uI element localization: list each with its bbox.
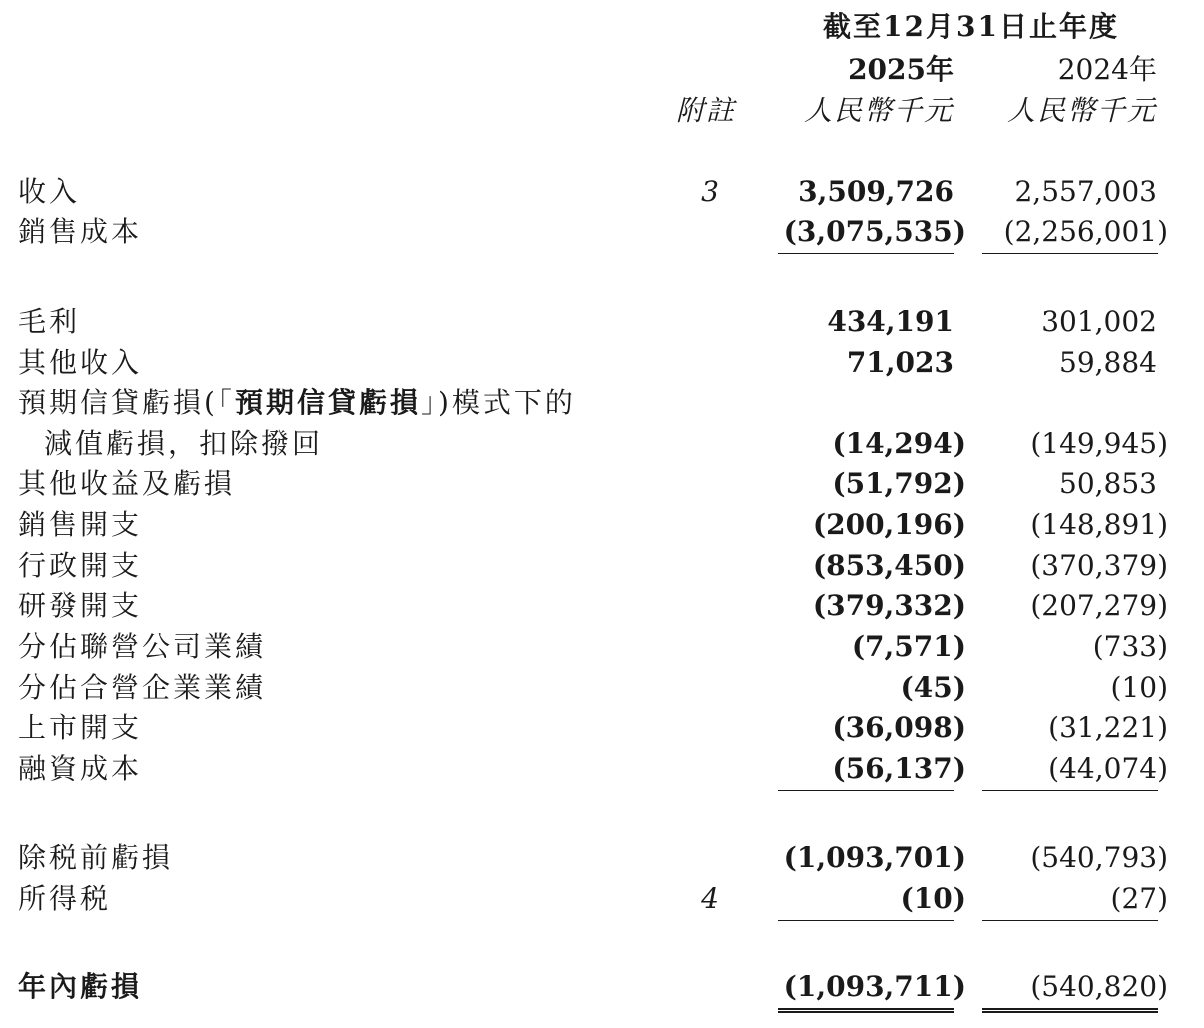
row-label-rnd-expenses: 研發開支: [18, 589, 143, 622]
row-current-rnd-expenses: (379,332): [812, 589, 966, 622]
row-current-other-gains: (51,792): [832, 467, 966, 500]
ecl-label-part1: 預期信貸虧損(「: [18, 386, 235, 419]
row-prior-other-income: 59,884: [1059, 346, 1157, 379]
row-label-ecl-line1: [18, 386, 576, 420]
row-current-share-associates: (7,571): [851, 630, 966, 663]
row-label-gross-profit: 毛利: [18, 305, 81, 338]
row-current-other-income: 71,023: [846, 346, 954, 379]
row-label-revenue: 收入: [18, 175, 81, 208]
row-prior-loss-before-tax: (540,793): [1030, 841, 1168, 874]
period-header: 截至12月31日止年度: [823, 10, 1119, 43]
row-prior-cost-of-sales: (2,256,001): [1003, 215, 1168, 248]
subtotal-rule-prior: [982, 920, 1158, 921]
year-prior-header: 2024年: [1057, 53, 1157, 86]
row-prior-finance-costs: (44,074): [1048, 752, 1168, 785]
row-prior-revenue: 2,557,003: [1014, 175, 1157, 208]
row-label-income-tax: 所得税: [18, 882, 112, 915]
row-label-other-gains: 其他收益及虧損: [18, 467, 236, 500]
row-current-finance-costs: (56,137): [832, 752, 966, 785]
total-double-rule-prior: [982, 1008, 1158, 1013]
row-label-finance-costs: 融資成本: [18, 752, 143, 785]
year-current-header: 2025年: [848, 53, 954, 86]
total-double-rule-current: [778, 1008, 954, 1013]
row-current-gross-profit: 434,191: [827, 305, 954, 338]
row-prior-admin-expenses: (370,379): [1030, 549, 1168, 582]
row-current-revenue: 3,509,726: [798, 175, 954, 208]
subtotal-rule-current: [778, 253, 954, 254]
note-column-header: 附註: [676, 94, 737, 127]
row-current-loss-for-year: (1,093,711): [783, 970, 966, 1003]
subtotal-rule-prior: [982, 253, 1158, 254]
row-prior-ecl: (149,945): [1030, 427, 1168, 460]
row-label-admin-expenses: 行政開支: [18, 549, 143, 582]
row-label-share-associates: 分佔聯營公司業績: [18, 630, 267, 663]
row-label-selling-expenses: 銷售開支: [18, 508, 143, 541]
row-current-income-tax: (10): [900, 882, 966, 915]
row-prior-share-associates: (733): [1092, 630, 1168, 663]
row-prior-selling-expenses: (148,891): [1030, 508, 1168, 541]
row-prior-other-gains: 50,853: [1059, 467, 1157, 500]
row-prior-gross-profit: 301,002: [1041, 305, 1157, 338]
row-label-listing-expenses: 上市開支: [18, 711, 143, 744]
row-label-loss-before-tax: 除税前虧損: [18, 841, 174, 874]
ecl-label-bold: 預期信貸虧損: [234, 386, 421, 419]
row-label-share-jv: 分佔合營企業業績: [18, 671, 267, 704]
row-current-admin-expenses: (853,450): [812, 549, 966, 582]
ecl-label-part2: 」)模式下的: [420, 386, 576, 419]
row-current-ecl: (14,294): [832, 427, 966, 460]
row-label-other-income: 其他收入: [18, 346, 143, 379]
row-current-cost-of-sales: (3,075,535): [783, 215, 966, 248]
row-note-revenue: 3: [701, 175, 719, 208]
row-label-loss-for-year: 年內虧損: [18, 970, 143, 1003]
subtotal-rule-current: [778, 790, 954, 791]
row-prior-income-tax: (27): [1110, 882, 1168, 915]
row-prior-rnd-expenses: (207,279): [1030, 589, 1168, 622]
unit-current-header: 人民幣千元: [803, 94, 954, 127]
subtotal-rule-prior: [982, 790, 1158, 791]
subtotal-rule-current: [778, 920, 954, 921]
row-current-selling-expenses: (200,196): [812, 508, 966, 541]
unit-prior-header: 人民幣千元: [1006, 94, 1157, 127]
row-label-cost-of-sales: 銷售成本: [18, 215, 143, 248]
row-current-loss-before-tax: (1,093,701): [783, 841, 966, 874]
row-label-ecl-line2: 減值虧損，扣除撥回: [44, 427, 324, 460]
row-current-share-jv: (45): [900, 671, 966, 704]
row-prior-listing-expenses: (31,221): [1048, 711, 1168, 744]
row-current-listing-expenses: (36,098): [832, 711, 966, 744]
row-prior-loss-for-year: (540,820): [1030, 970, 1168, 1003]
row-prior-share-jv: (10): [1110, 671, 1168, 704]
row-note-income-tax: 4: [701, 882, 719, 915]
